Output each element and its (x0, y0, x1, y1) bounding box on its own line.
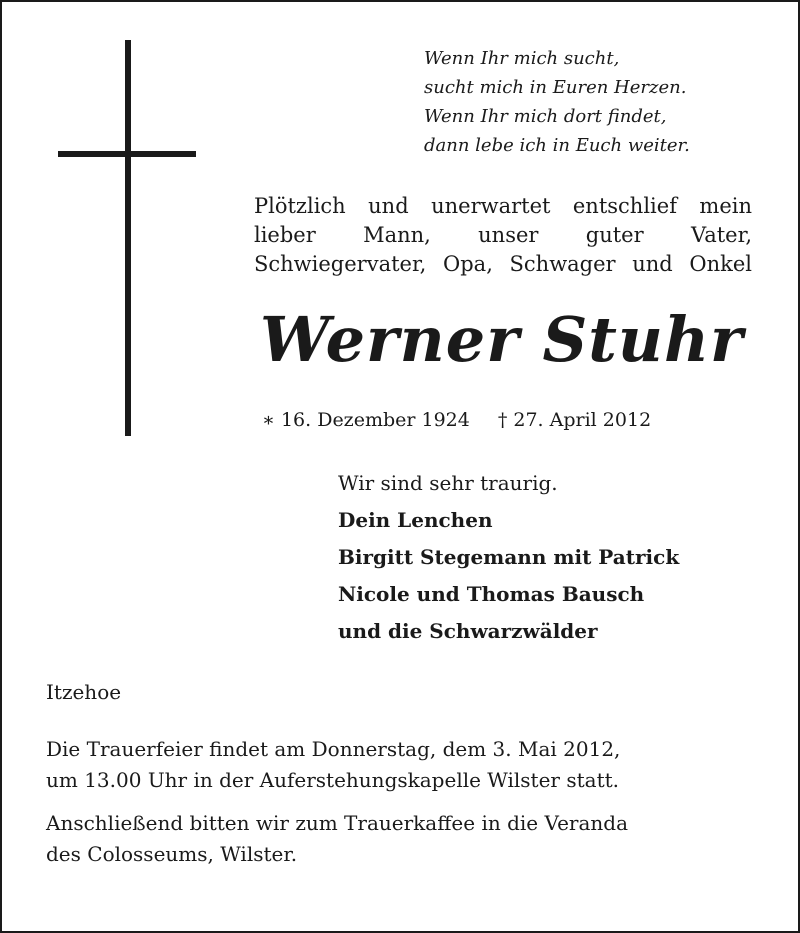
poem-line: Wenn Ihr mich sucht, (424, 48, 620, 69)
mourner-name: Birgitt Stegemann mit Patrick (338, 545, 680, 569)
birth-date: ∗ 16. Dezember 1924 (262, 409, 470, 431)
poem-line: dann lebe ich in Euch weiter. (424, 135, 690, 156)
poem-line: Wenn Ihr mich dort findet, (424, 106, 667, 127)
mourner-name: Dein Lenchen (338, 508, 493, 532)
funeral-line: um 13.00 Uhr in der Auferstehungskapelle Wilster statt. (46, 768, 620, 792)
place-name: Itzehoe (46, 680, 122, 704)
death-date: † 27. April 2012 (497, 409, 652, 431)
reception-line: Anschließend bitten wir zum Trauerkaffee in die Veranda (46, 811, 629, 835)
memorial-poem (424, 44, 764, 160)
mourner-name: und die Schwarzwälder (338, 619, 598, 643)
reception-info (46, 808, 758, 870)
funeral-info (46, 734, 758, 796)
poem-line: sucht mich in Euren Herzen. (424, 77, 687, 98)
announcement-line: Schwiegervater, Opa, Schwager und Onkel (254, 252, 752, 276)
deceased-name: Werner Stuhr (260, 303, 744, 376)
mourners-block (338, 465, 758, 650)
reception-line: des Colosseums, Wilster. (46, 842, 298, 866)
cross-horizontal-bar (58, 151, 196, 157)
announcement-text (254, 192, 752, 279)
announcement-line: Plötzlich und unerwartet entschlief mein (254, 194, 752, 218)
mourner-name: Nicole und Thomas Bausch (338, 582, 645, 606)
funeral-line: Die Trauerfeier findet am Donnerstag, dem 3. Mai 2012, (46, 737, 621, 761)
life-dates (262, 405, 752, 435)
mourners-lead: Wir sind sehr traurig. (338, 471, 558, 495)
announcement-line: lieber Mann, unser guter Vater, (254, 223, 752, 247)
cross-vertical-bar (125, 40, 131, 436)
